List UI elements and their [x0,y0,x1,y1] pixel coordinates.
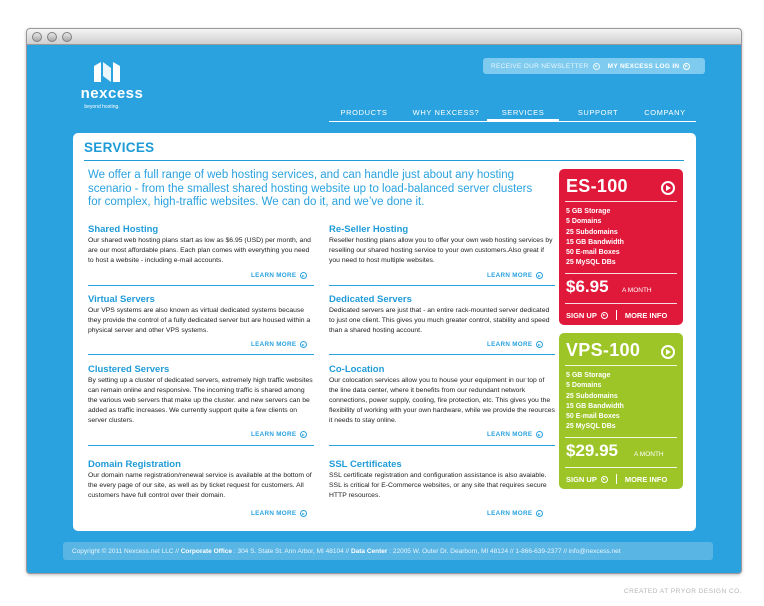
divider [88,445,314,446]
divider [329,354,555,355]
services-panel [73,133,696,531]
close-window-button[interactable] [32,32,42,42]
site-page [27,46,742,574]
arrow-right-circle-icon [300,272,307,279]
sign-up-link[interactable] [566,311,608,320]
learn-more-domain-registration[interactable] [251,510,307,517]
footer-copyright: Copyright © 2011 Nexcess.net LLC // [72,547,179,555]
plan-name: VPS-100 [566,340,641,360]
more-info-link[interactable]: MORE INFO [624,310,668,320]
arrow-right-circle-icon[interactable] [661,345,675,359]
plan-feature: 5 Domains [566,218,602,226]
learn-more-label: LEARN MORE [487,341,533,348]
arrow-right-circle-icon [683,63,690,70]
divider [329,445,555,446]
service-virtual-servers [88,294,314,336]
arrow-right-circle-icon [300,510,307,517]
plan-name: ES-100 [566,176,628,196]
learn-more-dedicated-servers[interactable] [487,341,543,348]
main-nav [329,106,696,122]
plan-actions [566,310,667,320]
logo-tagline: beyond hosting. [84,104,120,110]
divider [88,354,314,355]
service-description: Reseller hosting plans allow you to offer your own web hosting services by reselling our shared hosting service to your own customers.Also great if you need to host multiple websites. [329,237,553,264]
learn-more-label: LEARN MORE [251,431,297,438]
login-label: MY NEXCESS LOG IN [607,62,680,70]
divider [329,285,555,286]
service-domain-registration [88,459,314,501]
plan-feature: 50 E-mail Boxes [566,413,620,421]
learn-more-label: LEARN MORE [487,431,533,438]
zoom-window-button[interactable] [62,32,72,42]
nav-company[interactable]: COMPANY [644,108,686,117]
footer-datacenter-address: : 22005 W. Outer Dr. Dearborn, MI 48124 // 1-866-639-2377 // info@nexcess.net [389,547,621,555]
arrow-right-circle-icon [601,476,608,483]
plan-feature: 15 GB Bandwidth [566,402,624,410]
sign-up-label: SIGN UP [566,474,597,484]
sign-up-link[interactable] [566,475,608,484]
title-divider [84,160,684,161]
service-co-location [329,364,555,426]
learn-more-ssl-certificates[interactable] [487,510,543,517]
service-dedicated-servers [329,294,555,336]
plan-card-es-100 [559,169,683,325]
learn-more-virtual-servers[interactable] [251,341,307,348]
service-reseller-hosting [329,224,555,266]
separator [616,310,617,320]
service-title[interactable]: Virtual Servers [88,294,155,305]
divider [565,467,677,468]
learn-more-label: LEARN MORE [251,341,297,348]
arrow-right-circle-icon [536,431,543,438]
service-ssl-certificates [329,459,555,501]
newsletter-label: RECEIVE OUR NEWSLETTER [491,62,589,70]
nav-products[interactable]: PRODUCTS [340,108,388,117]
service-description: Dedicated servers are just that - an entire rack-mounted server dedicated to just one client. This gives you much greater control, stability and speed than a shared hosting account. [329,307,550,334]
more-info-link[interactable]: MORE INFO [624,474,668,484]
service-description: Our domain name registration/renewal service is available at the bottom of the every page of our site, as well as by ticket request for customers. All customers have full control over their domain. [88,472,312,499]
login-link[interactable] [608,63,691,70]
divider [565,365,677,366]
plan-feature: 5 Domains [566,382,602,390]
service-description: Our colocation services allow you to house your equipment in our top of the line data center, where it benefits from our redundant network connections, power supply, cooling, fire protection, etc. This gives you the flexibility of working with your own hardware, while we provide the reources it needs to stay online. [329,377,555,424]
plan-feature: 25 Subdomains [566,392,618,400]
footer-office-label: Corporate Office [180,547,233,555]
plan-period: A MONTH [634,451,664,458]
arrow-right-circle-icon [536,272,543,279]
plan-feature: 25 MySQL DBs [566,259,616,267]
service-title[interactable]: Co-Location [329,364,385,375]
footer-office-address: : 304 S. State St. Ann Arbor, MI 48104 // [233,547,350,555]
service-description: Our VPS systems are also known as virtual dedicated systems because they provide the control of a fully dedicated server but are housed within a physical server and other VPS systems. [88,307,311,334]
service-description: SSL certificate registration and configuration assistance is also avaiable. SSL is critical for E-Commerce websites, or any site that requires secure HTTP resources. [329,472,547,499]
nav-why-nexcess[interactable]: WHY NEXCESS? [412,108,480,117]
service-title[interactable]: Clustered Servers [88,364,170,375]
intro-text: We offer a full range of web hosting services, and can handle just about any hosting scenario - from the smallest shared hosting website up to load-balanced server clusters for complex, high-traffic websites. We can do it, and we’ve done it. [88,169,533,208]
page-title: SERVICES [84,140,155,155]
arrow-right-circle-icon [300,431,307,438]
service-description: By setting up a cluster of dedicated servers, extremely high traffic websites can remain online and responsive. The incoming traffic is shared among the various web servers that make up the cluster. and new servers can be added as traffic increases. We currently support quite a few clients on server clusters. [88,377,313,424]
plan-period: A MONTH [622,287,652,294]
service-title[interactable]: Domain Registration [88,459,181,470]
plan-feature: 15 GB Bandwidth [566,238,624,246]
divider [565,303,677,304]
plan-feature: 50 E-mail Boxes [566,249,620,257]
learn-more-reseller-hosting[interactable] [487,272,543,279]
nav-services[interactable]: SERVICES [487,108,559,122]
learn-more-clustered-servers[interactable] [251,431,307,438]
nexcess-logo-icon [92,60,122,84]
plan-feature: 5 GB Storage [566,208,611,215]
learn-more-label: LEARN MORE [487,272,533,279]
plan-actions [566,474,667,484]
window-titlebar [27,29,741,45]
service-title[interactable]: SSL Certificates [329,459,402,470]
utility-bar [483,58,705,74]
service-description: Our shared web hosting plans start as low as $6.95 (USD) per month, and are our most affordable plans. Each plan comes with everything you need to host a website - including e-mail accounts. [88,237,311,264]
plan-features [566,371,624,433]
learn-more-shared-hosting[interactable] [251,272,307,279]
service-clustered-servers [88,364,314,426]
newsletter-link[interactable] [491,63,600,70]
minimize-window-button[interactable] [47,32,57,42]
plan-card-vps-100 [559,333,683,489]
learn-more-co-location[interactable] [487,431,543,438]
service-shared-hosting [88,224,314,266]
plan-features [566,207,624,269]
designer-credit: CREATED AT PRYOR DESIGN CO. [623,588,742,595]
service-title[interactable]: Re-Seller Hosting [329,224,409,235]
divider [565,273,677,274]
learn-more-label: LEARN MORE [251,272,297,279]
plan-feature: 25 MySQL DBs [566,423,616,431]
arrow-right-circle-icon [593,63,600,70]
learn-more-label: LEARN MORE [251,510,297,517]
arrow-right-circle-icon [536,341,543,348]
logo-wordmark: nexcess [80,85,144,102]
site-footer [63,542,713,560]
service-title[interactable]: Dedicated Servers [329,294,412,305]
divider [565,437,677,438]
plan-feature: 5 GB Storage [566,372,611,379]
arrow-right-circle-icon [300,341,307,348]
divider [88,285,314,286]
plan-feature: 25 Subdomains [566,228,618,236]
plan-price: $6.95 [566,277,609,296]
service-title[interactable]: Shared Hosting [88,224,159,235]
sign-up-label: SIGN UP [566,310,597,320]
footer-datacenter-label: Data Center [350,547,388,555]
browser-window [26,28,742,574]
nav-support[interactable]: SUPPORT [577,108,619,117]
nexcess-logo[interactable] [72,60,152,112]
arrow-right-circle-icon [601,312,608,319]
separator [616,474,617,484]
learn-more-label: LEARN MORE [487,510,533,517]
arrow-right-circle-icon [536,510,543,517]
plan-price: $29.95 [566,441,618,460]
divider [565,201,677,202]
arrow-right-circle-icon[interactable] [661,181,675,195]
